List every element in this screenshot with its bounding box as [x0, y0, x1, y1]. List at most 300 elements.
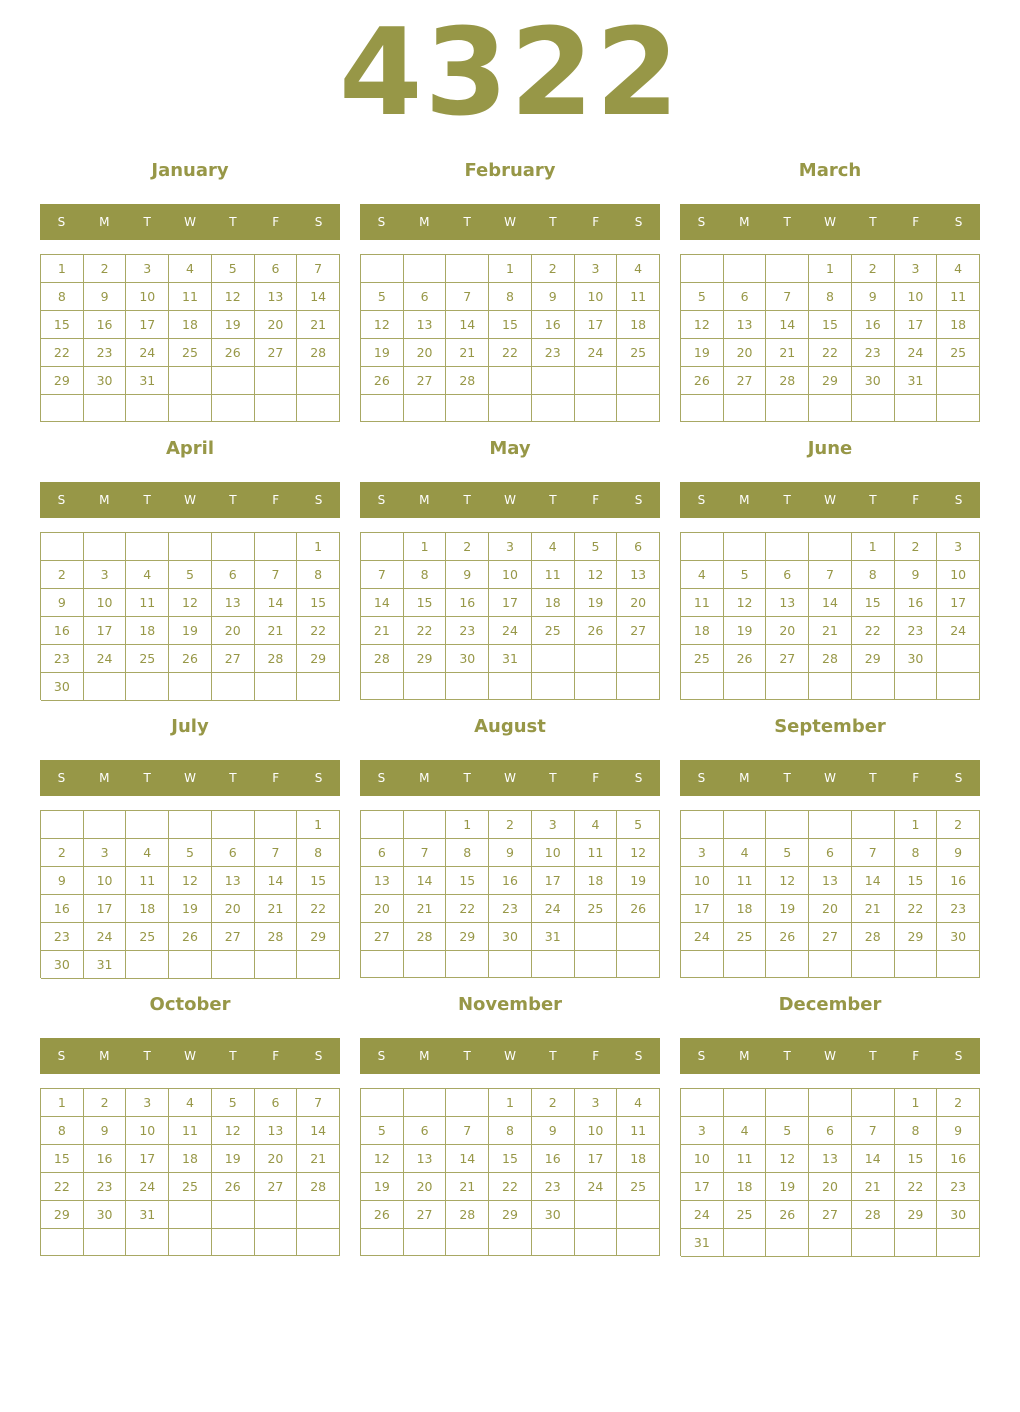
day-cell: [617, 673, 660, 700]
day-cell: [41, 533, 84, 561]
day-cell: 17: [126, 311, 169, 339]
day-cell: 31: [532, 923, 575, 951]
day-cell: 6: [404, 283, 447, 311]
day-cell: [361, 255, 404, 283]
day-cell: [724, 673, 767, 700]
day-cell: 1: [489, 1089, 532, 1117]
weekday-label: T: [463, 771, 471, 785]
day-cell: 28: [852, 1201, 895, 1229]
day-cell: [809, 395, 852, 422]
weekday-label: S: [954, 771, 963, 785]
day-cell: 23: [489, 895, 532, 923]
day-cell: 4: [126, 561, 169, 589]
day-cell: [852, 395, 895, 422]
day-cell: [255, 951, 298, 979]
day-cell: 7: [852, 839, 895, 867]
day-cell: [169, 395, 212, 422]
day-cell: 30: [532, 1201, 575, 1229]
day-cell: 17: [575, 1145, 618, 1173]
day-cell: 14: [297, 283, 340, 311]
day-cell: 7: [809, 561, 852, 589]
day-cell: [809, 811, 852, 839]
day-cell: [766, 951, 809, 978]
day-cell: [937, 367, 980, 395]
day-cell: [852, 1089, 895, 1117]
day-cell: 8: [41, 283, 84, 311]
day-cell: 24: [84, 645, 127, 673]
day-cell: 20: [361, 895, 404, 923]
day-cell: 31: [126, 1201, 169, 1229]
day-cell: 3: [84, 839, 127, 867]
day-cell: 6: [617, 533, 660, 561]
day-cell: 15: [297, 867, 340, 895]
day-cell: 30: [84, 367, 127, 395]
day-cell: 9: [84, 1117, 127, 1145]
day-cell: 10: [84, 867, 127, 895]
weekday-label: F: [912, 1049, 920, 1063]
day-cell: 20: [809, 1173, 852, 1201]
day-cell: 3: [681, 1117, 724, 1145]
month-name: June: [807, 438, 853, 459]
day-cell: 16: [937, 867, 980, 895]
day-cell: 9: [532, 283, 575, 311]
day-cell: 5: [169, 561, 212, 589]
day-cell: 11: [724, 1145, 767, 1173]
day-cell: 7: [852, 1117, 895, 1145]
day-cell: 26: [212, 1173, 255, 1201]
day-cell: 21: [766, 339, 809, 367]
day-cell: 8: [404, 561, 447, 589]
day-cell: 29: [446, 923, 489, 951]
weekday-label: S: [57, 771, 66, 785]
day-cell: 19: [212, 1145, 255, 1173]
day-cell: 9: [84, 283, 127, 311]
day-cell: 1: [895, 1089, 938, 1117]
day-cell: 4: [724, 839, 767, 867]
weekday-label: M: [99, 1049, 110, 1063]
month-name: April: [165, 438, 215, 459]
day-cell: 5: [212, 255, 255, 283]
day-cell: 12: [212, 1117, 255, 1145]
day-cell: [126, 395, 169, 422]
day-cell: 18: [126, 617, 169, 645]
weekday-label: F: [272, 1049, 280, 1063]
weekday-label: T: [549, 493, 557, 507]
weekday-label: S: [954, 493, 963, 507]
day-cell: 8: [895, 839, 938, 867]
day-cell: [41, 1229, 84, 1256]
day-cell: 28: [255, 923, 298, 951]
day-cell: [126, 1229, 169, 1256]
day-cell: [617, 923, 660, 951]
day-cell: 21: [297, 311, 340, 339]
day-cell: 7: [255, 839, 298, 867]
day-cell: 16: [895, 589, 938, 617]
day-cell: 16: [84, 1145, 127, 1173]
day-cell: [575, 1201, 618, 1229]
day-cell: 27: [724, 367, 767, 395]
day-cell: 26: [766, 1201, 809, 1229]
day-cell: 7: [404, 839, 447, 867]
weekday-label: T: [869, 493, 877, 507]
day-cell: 2: [446, 533, 489, 561]
day-cell: 17: [937, 589, 980, 617]
day-cell: 28: [297, 339, 340, 367]
day-cell: 15: [41, 311, 84, 339]
day-cell: [169, 1229, 212, 1256]
day-cell: 6: [212, 839, 255, 867]
day-cell: 16: [41, 617, 84, 645]
day-cell: 2: [937, 811, 980, 839]
day-cell: 5: [575, 533, 618, 561]
day-cell: 21: [446, 339, 489, 367]
weekday-label: M: [99, 493, 110, 507]
day-cell: 8: [489, 283, 532, 311]
day-cell: 13: [724, 311, 767, 339]
day-cell: 2: [489, 811, 532, 839]
day-cell: [895, 1229, 938, 1257]
day-cell: 3: [84, 561, 127, 589]
weekday-label: T: [229, 771, 237, 785]
day-cell: 2: [84, 1089, 127, 1117]
day-grid: [680, 254, 980, 422]
day-cell: [809, 1089, 852, 1117]
day-cell: [809, 673, 852, 700]
day-cell: 28: [766, 367, 809, 395]
day-cell: 8: [809, 283, 852, 311]
day-cell: 25: [169, 339, 212, 367]
day-cell: 4: [532, 533, 575, 561]
weekday-label: S: [634, 1049, 643, 1063]
day-cell: [766, 811, 809, 839]
day-cell: 6: [255, 255, 298, 283]
day-cell: 2: [852, 255, 895, 283]
day-cell: [852, 673, 895, 700]
weekday-header: [40, 482, 340, 518]
weekday-label: S: [697, 1049, 706, 1063]
day-cell: 26: [724, 645, 767, 673]
weekday-label: S: [697, 215, 706, 229]
day-cell: [404, 395, 447, 422]
day-cell: 18: [169, 1145, 212, 1173]
day-cell: 5: [361, 283, 404, 311]
weekday-header: [680, 204, 980, 240]
weekday-header: [360, 482, 660, 518]
day-cell: [169, 673, 212, 701]
day-cell: 23: [532, 339, 575, 367]
day-cell: 12: [169, 589, 212, 617]
day-cell: [297, 395, 340, 422]
day-cell: 25: [532, 617, 575, 645]
day-cell: 16: [489, 867, 532, 895]
day-cell: 12: [617, 839, 660, 867]
day-cell: [169, 951, 212, 979]
day-cell: [766, 1089, 809, 1117]
day-cell: 16: [852, 311, 895, 339]
day-cell: 11: [575, 839, 618, 867]
weekday-label: F: [592, 771, 600, 785]
day-cell: 25: [937, 339, 980, 367]
day-cell: [766, 255, 809, 283]
day-cell: 19: [361, 1173, 404, 1201]
weekday-label: S: [954, 1049, 963, 1063]
day-cell: [446, 673, 489, 700]
day-cell: [937, 1229, 980, 1257]
weekday-header: [680, 1038, 980, 1074]
day-cell: 10: [575, 283, 618, 311]
day-cell: [212, 811, 255, 839]
day-cell: 8: [852, 561, 895, 589]
day-cell: [575, 645, 618, 673]
day-cell: 23: [41, 645, 84, 673]
day-cell: 21: [361, 617, 404, 645]
day-cell: 11: [532, 561, 575, 589]
day-cell: 28: [255, 645, 298, 673]
day-cell: [297, 1229, 340, 1256]
weekday-label: T: [783, 215, 791, 229]
day-cell: 11: [617, 1117, 660, 1145]
day-cell: 1: [489, 255, 532, 283]
weekday-label: S: [57, 493, 66, 507]
day-cell: 27: [404, 367, 447, 395]
weekday-label: S: [314, 771, 323, 785]
day-cell: 13: [212, 867, 255, 895]
day-cell: 24: [126, 1173, 169, 1201]
weekday-header: [360, 204, 660, 240]
day-cell: 22: [489, 339, 532, 367]
day-cell: 19: [617, 867, 660, 895]
day-cell: 26: [212, 339, 255, 367]
weekday-header: [680, 482, 980, 518]
day-cell: 29: [41, 1201, 84, 1229]
day-cell: 18: [724, 1173, 767, 1201]
day-cell: 8: [489, 1117, 532, 1145]
day-cell: 28: [361, 645, 404, 673]
weekday-label: F: [272, 771, 280, 785]
day-cell: 18: [681, 617, 724, 645]
day-cell: [297, 1201, 340, 1229]
day-cell: 28: [297, 1173, 340, 1201]
day-cell: 13: [404, 1145, 447, 1173]
weekday-label: F: [592, 215, 600, 229]
day-cell: [937, 645, 980, 673]
day-cell: 10: [126, 1117, 169, 1145]
day-cell: 19: [681, 339, 724, 367]
day-cell: 17: [84, 617, 127, 645]
weekday-label: S: [377, 493, 386, 507]
day-cell: [169, 1201, 212, 1229]
day-cell: 18: [532, 589, 575, 617]
day-cell: 28: [446, 1201, 489, 1229]
weekday-label: T: [783, 493, 791, 507]
day-cell: 21: [446, 1173, 489, 1201]
day-cell: [446, 255, 489, 283]
weekday-label: S: [697, 493, 706, 507]
weekday-label: W: [504, 771, 516, 785]
day-cell: 23: [446, 617, 489, 645]
day-cell: 15: [895, 1145, 938, 1173]
day-cell: 5: [681, 283, 724, 311]
weekday-label: W: [184, 215, 196, 229]
day-cell: 11: [724, 867, 767, 895]
day-cell: [361, 1229, 404, 1256]
day-cell: 10: [532, 839, 575, 867]
day-cell: [404, 255, 447, 283]
day-cell: 15: [297, 589, 340, 617]
day-cell: 4: [937, 255, 980, 283]
weekday-label: T: [229, 1049, 237, 1063]
day-cell: 5: [617, 811, 660, 839]
weekday-label: W: [184, 771, 196, 785]
day-cell: [575, 395, 618, 422]
day-cell: [489, 395, 532, 422]
day-cell: 25: [617, 339, 660, 367]
day-cell: 31: [895, 367, 938, 395]
day-cell: 29: [404, 645, 447, 673]
day-cell: 14: [361, 589, 404, 617]
day-cell: 9: [937, 839, 980, 867]
day-cell: 11: [937, 283, 980, 311]
day-cell: 23: [41, 923, 84, 951]
weekday-label: T: [869, 1049, 877, 1063]
day-cell: [212, 533, 255, 561]
day-cell: 16: [937, 1145, 980, 1173]
weekday-label: W: [504, 215, 516, 229]
day-cell: 12: [361, 311, 404, 339]
day-cell: 1: [446, 811, 489, 839]
day-cell: [681, 951, 724, 978]
weekday-label: S: [634, 493, 643, 507]
weekday-header: [360, 1038, 660, 1074]
weekday-label: T: [783, 771, 791, 785]
weekday-header: [40, 204, 340, 240]
day-cell: 6: [766, 561, 809, 589]
day-cell: [169, 367, 212, 395]
weekday-label: T: [463, 215, 471, 229]
day-cell: 29: [895, 1201, 938, 1229]
weekday-label: W: [824, 1049, 836, 1063]
day-cell: 23: [852, 339, 895, 367]
weekday-header: [360, 760, 660, 796]
day-cell: [617, 367, 660, 395]
weekday-label: M: [99, 771, 110, 785]
day-cell: 12: [212, 283, 255, 311]
day-cell: 26: [575, 617, 618, 645]
day-cell: 5: [724, 561, 767, 589]
day-cell: 30: [84, 1201, 127, 1229]
day-cell: 27: [617, 617, 660, 645]
day-cell: [724, 1089, 767, 1117]
weekday-label: M: [419, 493, 430, 507]
day-cell: 13: [255, 1117, 298, 1145]
day-cell: 5: [169, 839, 212, 867]
weekday-label: T: [229, 215, 237, 229]
day-cell: 15: [489, 311, 532, 339]
day-cell: 18: [617, 1145, 660, 1173]
day-grid: [360, 810, 660, 978]
day-cell: 27: [809, 923, 852, 951]
day-cell: [84, 673, 127, 701]
day-cell: [212, 951, 255, 979]
day-cell: 26: [766, 923, 809, 951]
day-cell: 27: [361, 923, 404, 951]
day-cell: 5: [212, 1089, 255, 1117]
day-cell: 25: [169, 1173, 212, 1201]
day-cell: 14: [255, 589, 298, 617]
day-cell: [361, 811, 404, 839]
day-cell: 21: [255, 895, 298, 923]
day-cell: 30: [895, 645, 938, 673]
day-cell: 17: [532, 867, 575, 895]
day-cell: 22: [41, 1173, 84, 1201]
day-cell: 8: [41, 1117, 84, 1145]
day-cell: 19: [766, 1173, 809, 1201]
day-cell: 8: [297, 839, 340, 867]
day-cell: 24: [575, 339, 618, 367]
day-cell: 10: [489, 561, 532, 589]
day-cell: 20: [724, 339, 767, 367]
weekday-label: F: [272, 493, 280, 507]
day-cell: 1: [41, 1089, 84, 1117]
day-cell: 23: [937, 1173, 980, 1201]
day-cell: 31: [489, 645, 532, 673]
day-cell: 24: [532, 895, 575, 923]
day-cell: 25: [681, 645, 724, 673]
day-cell: [126, 533, 169, 561]
day-cell: [809, 1229, 852, 1257]
day-cell: 30: [937, 923, 980, 951]
day-cell: 22: [446, 895, 489, 923]
day-cell: 30: [489, 923, 532, 951]
day-cell: 17: [575, 311, 618, 339]
day-cell: 10: [681, 1145, 724, 1173]
day-cell: 15: [41, 1145, 84, 1173]
day-cell: 9: [489, 839, 532, 867]
day-cell: [766, 533, 809, 561]
weekday-label: T: [549, 771, 557, 785]
day-cell: 21: [809, 617, 852, 645]
day-cell: 22: [895, 1173, 938, 1201]
weekday-header: [40, 760, 340, 796]
day-cell: 13: [212, 589, 255, 617]
day-cell: 3: [937, 533, 980, 561]
day-cell: 9: [895, 561, 938, 589]
day-cell: 6: [404, 1117, 447, 1145]
day-cell: [575, 673, 618, 700]
weekday-label: F: [912, 771, 920, 785]
day-cell: 20: [617, 589, 660, 617]
day-cell: 29: [852, 645, 895, 673]
day-cell: [852, 951, 895, 978]
day-cell: 7: [255, 561, 298, 589]
weekday-label: S: [57, 215, 66, 229]
day-grid: [40, 254, 340, 422]
day-cell: 12: [575, 561, 618, 589]
day-cell: [852, 811, 895, 839]
day-cell: 2: [895, 533, 938, 561]
day-cell: 30: [41, 951, 84, 979]
day-cell: 18: [724, 895, 767, 923]
day-cell: 13: [361, 867, 404, 895]
day-cell: 13: [766, 589, 809, 617]
day-cell: 22: [297, 617, 340, 645]
day-cell: [126, 951, 169, 979]
day-cell: [255, 673, 298, 701]
day-cell: [212, 673, 255, 701]
weekday-header: [680, 760, 980, 796]
day-cell: 7: [297, 1089, 340, 1117]
weekday-label: S: [634, 771, 643, 785]
